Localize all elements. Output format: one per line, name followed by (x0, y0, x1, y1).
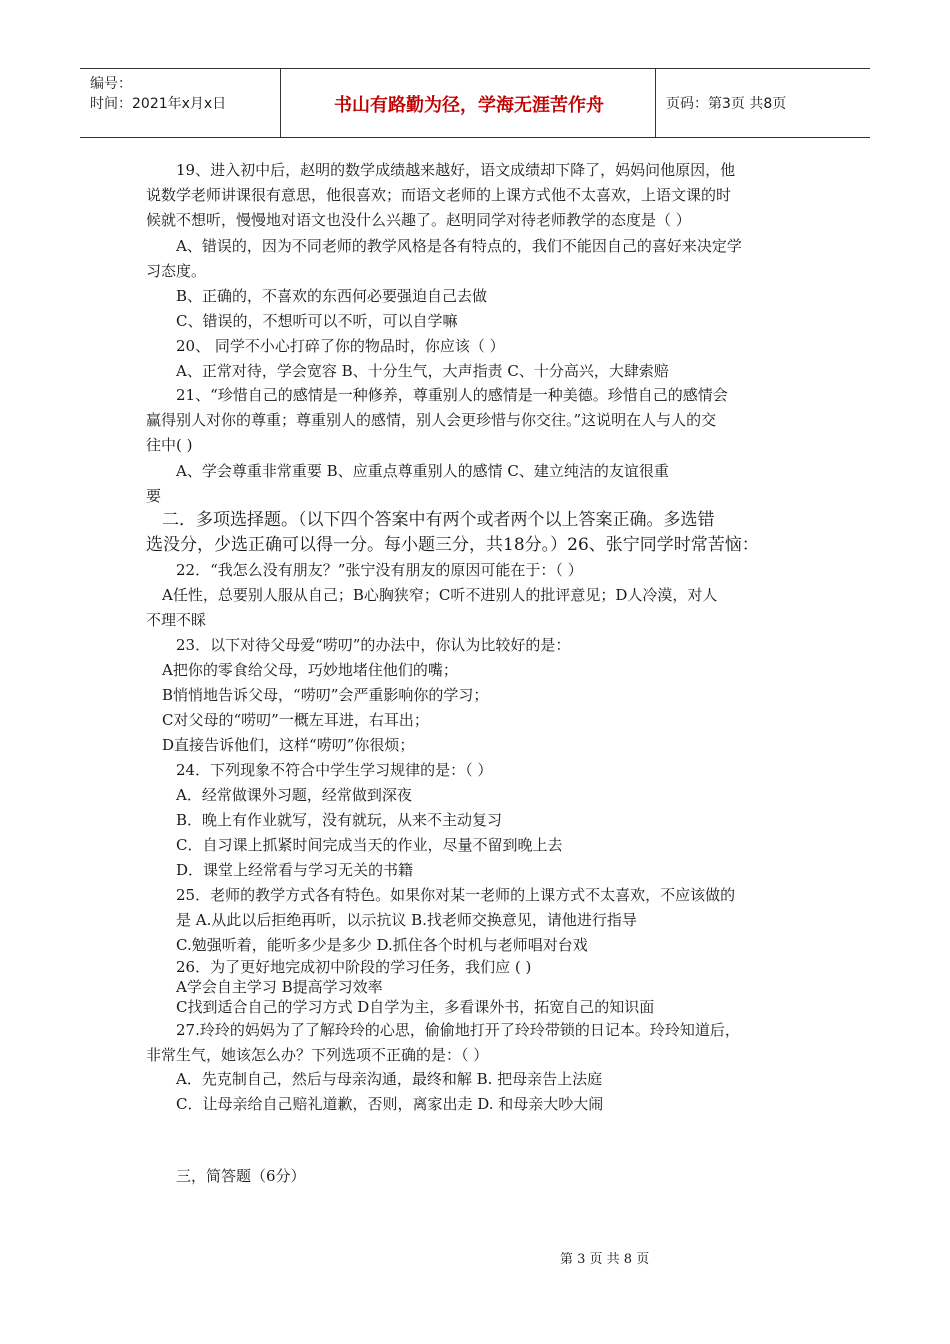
text-line: 20、 同学不小心打碎了你的物品时，你应该（ ） (176, 337, 505, 355)
page-info: 页码：第3页 共8页 (666, 96, 787, 112)
text-line: 说数学老师讲课很有意思，他很喜欢；而语文老师的上课方式他不太喜欢，上语文课的时 (146, 186, 732, 204)
text-line: 习态度。 (146, 262, 207, 280)
text-line: B、正确的，不喜欢的东西何必要强迫自己去做 (176, 287, 488, 305)
header-divider-left (280, 69, 281, 137)
text-line: A、正常对待，学会宽容 B、十分生气，大声指责 C、十分高兴，大肆索赔 (176, 362, 669, 380)
page-footer: 第 3 页 共 8 页 (560, 1252, 650, 1267)
text-line: C、错误的，不想听可以不听，可以自学嘛 (176, 312, 458, 330)
text-line: 要 (146, 487, 162, 505)
text-line: B．晚上有作业就写，没有就玩，从来不主动复习 (176, 811, 503, 829)
text-line: D直接告诉他们，这样“唠叨”你很烦； (162, 736, 415, 754)
section-heading: 三，简答题（6分） (176, 1167, 306, 1185)
text-line: A把你的零食给父母，巧妙地堵住他们的嘴； (162, 661, 458, 679)
text-line: 23．以下对待父母爱“唠叨”的办法中，你认为比较好的是： (176, 636, 571, 654)
time-label: 时间：2021年x月x日 (90, 96, 227, 112)
text-line: 选没分，少选正确可以得一分。每小题三分，共18分。）26、张宁同学时常苦恼： (146, 535, 759, 555)
text-line: A学会自主学习 B提高学习效率 (176, 978, 383, 996)
text-line: 往中( ) (146, 436, 193, 454)
text-line: A、学会尊重非常重要 B、应重点尊重别人的感情 C、建立纯洁的友谊很重 (176, 462, 669, 480)
text-line: C．自习课上抓紧时间完成当天的作业，尽量不留到晚上去 (176, 836, 563, 854)
text-line: C.勉强听着，能听多少是多少 D.抓住各个时机与老师唱对台戏 (176, 936, 588, 954)
text-line: 24．下列现象不符合中学生学习规律的是：（ ） (176, 761, 493, 779)
serial-label: 编号： (90, 76, 132, 92)
text-line: 候就不想听，慢慢地对语文也没什么兴趣了。赵明同学对待老师教学的态度是（ ） (146, 211, 691, 229)
text-line: 赢得别人对你的尊重；尊重别人的感情，别人会更珍惜与你交往。”这说明在人与人的交 (146, 411, 717, 429)
text-line: 21、“珍惜自己的感情是一种修养，尊重别人的感情是一种美德。珍惜自己的感情会 (176, 386, 728, 404)
text-line: C对父母的“唠叨”一概左耳进，右耳出； (162, 711, 429, 729)
page-header (80, 68, 870, 138)
text-line: 22．“我怎么没有朋友？”张宁没有朋友的原因可能在于：（ ） (176, 561, 583, 579)
text-line: D．课堂上经常看与学习无关的书籍 (176, 861, 414, 879)
header-divider-right (655, 69, 656, 137)
text-line: 27.玲玲的妈妈为了了解玲玲的心思，偷偷地打开了玲玲带锁的日记本。玲玲知道后， (176, 1021, 740, 1039)
text-line: 是 A.从此以后拒绝再听，以示抗议 B.找老师交换意见，请他进行指导 (176, 911, 637, 929)
text-line: C找到适合自己的学习方式 D自学为主，多看课外书，拓宽自己的知识面 (176, 998, 655, 1016)
text-line: A任性，总要别人服从自己；B心胸狭窄；C听不进别人的批评意见；D人冷漠，对人 (162, 586, 718, 604)
text-line: A、错误的，因为不同老师的教学风格是各有特点的，我们不能因自己的喜好来决定学 (176, 237, 742, 255)
text-line: 26．为了更好地完成初中阶段的学习任务，我们应 ( ) (176, 958, 532, 976)
text-line: 19、进入初中后，赵明的数学成绩越来越好，语文成绩却下降了，妈妈问他原因，他 (176, 161, 736, 179)
section-heading: 二．多项选择题。（以下四个答案中有两个或者两个以上答案正确。多选错 (162, 510, 715, 530)
text-line: 非常生气，她该怎么办？下列选项不正确的是：（ ） (146, 1046, 489, 1064)
text-line: B悄悄地告诉父母，“唠叨”会严重影响你的学习； (162, 686, 489, 704)
text-line: 不理不睬 (146, 611, 207, 629)
text-line: A．先克制自己，然后与母亲沟通，最终和解 B. 把母亲告上法庭 (176, 1070, 603, 1088)
motto: 书山有路勤为径，学海无涯苦作舟 (334, 95, 604, 116)
text-line: 25．老师的教学方式各有特色。如果你对某一老师的上课方式不太喜欢，不应该做的 (176, 886, 736, 904)
text-line: C．让母亲给自己赔礼道歉，否则，离家出走 D. 和母亲大吵大闹 (176, 1095, 604, 1113)
text-line: A．经常做课外习题，经常做到深夜 (176, 786, 412, 804)
